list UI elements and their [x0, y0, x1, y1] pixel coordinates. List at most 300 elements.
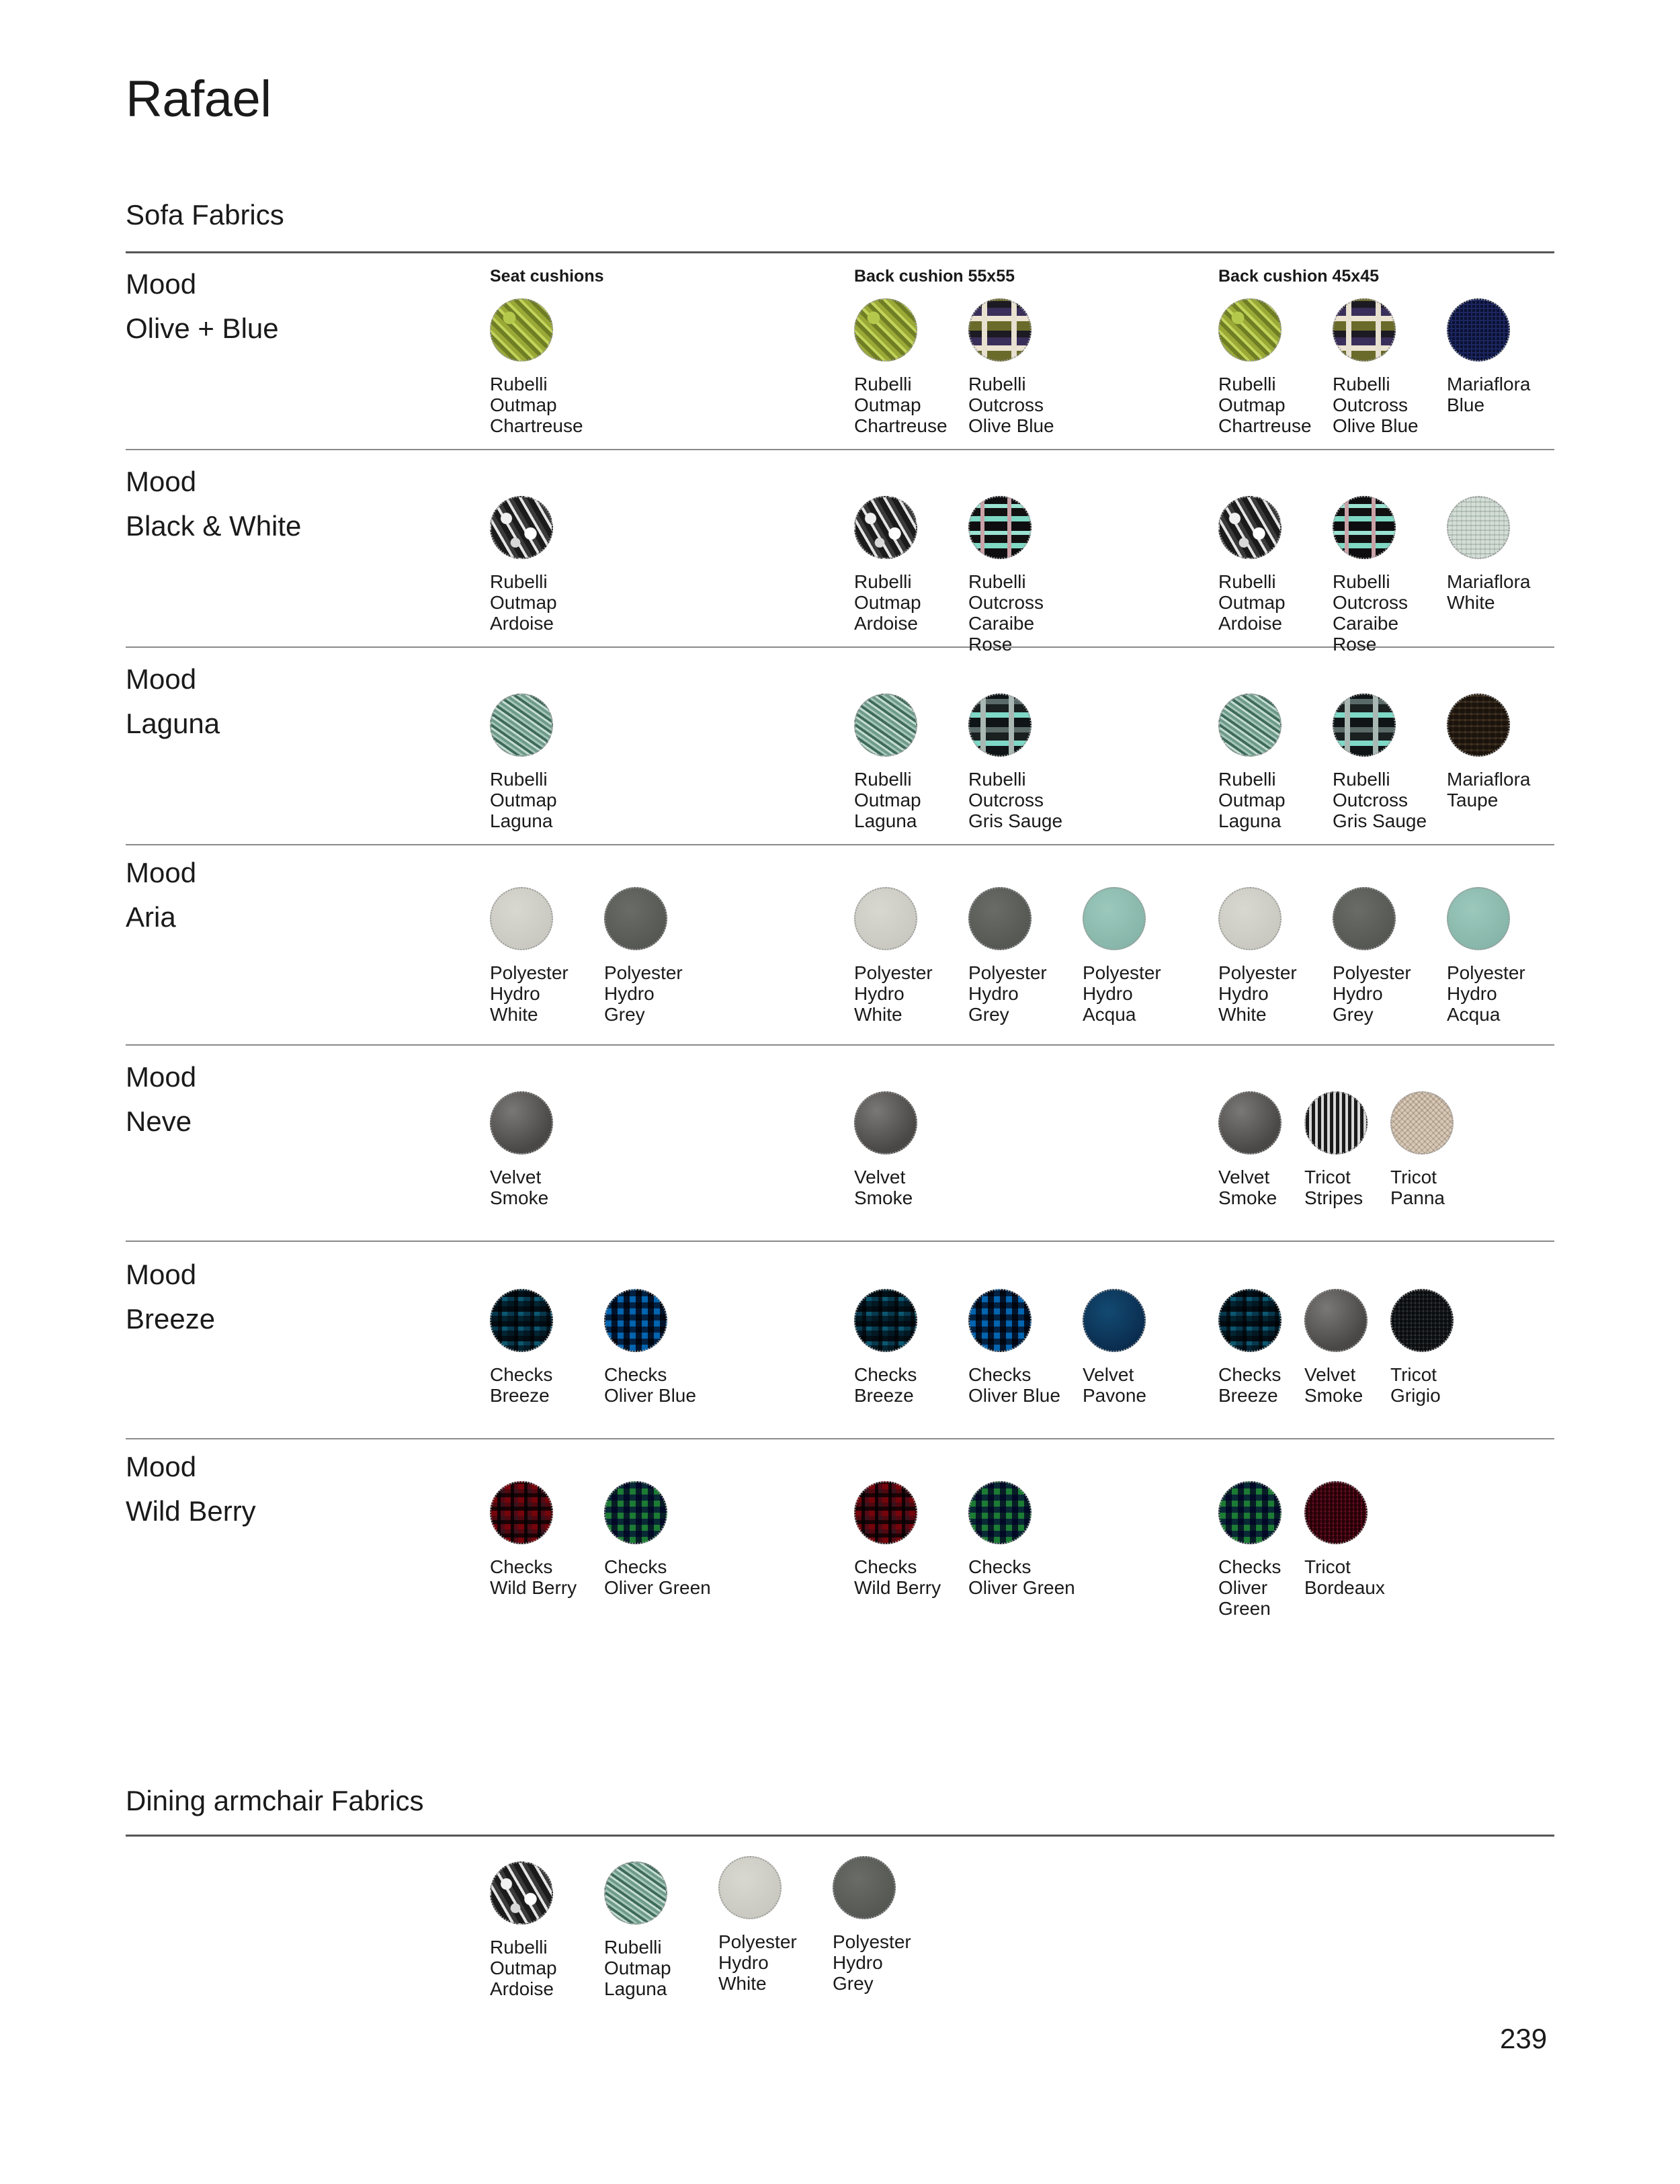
fabric-caption — [604, 962, 718, 1025]
fabric-swatch — [1218, 694, 1333, 831]
mood-label-name: Neve — [126, 1105, 192, 1137]
fabric-sample-velvetsmoke — [1218, 1091, 1282, 1154]
fabric-caption-line: Oliver Green — [604, 1577, 711, 1598]
fabric-swatch — [490, 694, 604, 831]
fabric-sample-wildberry — [854, 1481, 917, 1544]
fabric-caption-line: Grey — [833, 1973, 874, 1994]
fabric-caption-line: Green — [1218, 1598, 1271, 1619]
fabric-caption-line: Hydro — [1447, 983, 1497, 1004]
mood-label — [126, 851, 196, 939]
fabric-caption — [1447, 962, 1561, 1025]
page-number: 239 — [1500, 2023, 1548, 2054]
mood-label — [126, 1253, 215, 1341]
fabric-swatch — [1304, 1481, 1419, 1598]
mood-label-name: Aria — [126, 901, 176, 933]
fabric-sample-velvetsmoke — [490, 1091, 553, 1154]
fabric-caption — [490, 1937, 604, 1999]
fabric-swatch — [968, 887, 1083, 1025]
fabric-swatch — [1218, 298, 1333, 436]
fabric-caption-line: Rubelli — [854, 769, 912, 790]
fabric-caption — [490, 1556, 604, 1598]
fabric-caption — [854, 769, 968, 831]
fabric-caption-line: Velvet — [490, 1167, 542, 1187]
fabric-caption-line: Hydro — [968, 983, 1019, 1004]
mood-divider — [126, 449, 1554, 450]
fabric-caption-line: Smoke — [854, 1187, 913, 1208]
dining-fabrics-title: Dining armchair Fabrics — [126, 1785, 424, 1816]
fabric-sample-mariablue — [1447, 298, 1510, 362]
mood-label-name: Black & White — [126, 510, 302, 542]
fabric-caption-line: Chartreuse — [854, 415, 948, 436]
fabric-sample-laguna — [490, 694, 553, 757]
fabric-caption — [1083, 1364, 1197, 1406]
fabric-caption-line: Tricot — [1304, 1556, 1351, 1577]
fabric-swatch — [1083, 1289, 1197, 1406]
fabric-sample-tricotstripes — [1304, 1091, 1368, 1154]
fabric-caption-line: Rubelli — [490, 769, 548, 790]
fabric-sample-grissauge — [968, 694, 1032, 757]
fabric-caption-line: Outmap — [490, 790, 557, 810]
fabric-swatch — [1218, 887, 1333, 1025]
fabric-caption — [1447, 374, 1561, 415]
fabric-caption-line: Polyester — [1333, 962, 1411, 983]
fabric-caption — [604, 1364, 718, 1406]
fabric-swatch — [604, 1481, 718, 1598]
fabric-swatch — [968, 298, 1083, 436]
fabric-sample-olivergreen — [968, 1481, 1032, 1544]
fabric-caption-line: Checks — [854, 1556, 917, 1577]
fabric-caption-line: Mariaflora — [1447, 571, 1531, 592]
fabric-swatch — [490, 1289, 604, 1406]
fabric-sample-hydrowhite — [490, 887, 553, 950]
fabric-caption — [1304, 1556, 1419, 1598]
fabric-caption-line: Grigio — [1390, 1385, 1441, 1406]
fabric-swatch — [490, 298, 604, 436]
fabric-caption-line: White — [718, 1973, 767, 1994]
fabric-caption — [968, 962, 1083, 1025]
fabric-sample-hydrogrey — [968, 887, 1032, 950]
fabric-sample-grissauge — [1333, 694, 1396, 757]
fabric-caption-line: Outcross — [1333, 592, 1409, 613]
fabric-caption-line: Outmap — [854, 592, 921, 613]
fabric-sample-pavone — [1083, 1289, 1146, 1352]
fabric-sample-ardoise — [854, 496, 917, 559]
fabric-caption-line: Rubelli — [1218, 374, 1276, 394]
fabric-sample-mariawhite — [1447, 496, 1510, 559]
mood-divider — [126, 1438, 1554, 1439]
fabric-caption-line: Rose — [968, 634, 1013, 655]
fabric-caption-line: Checks — [604, 1364, 667, 1385]
fabric-caption-line: Checks — [968, 1364, 1032, 1385]
fabric-caption — [490, 1364, 604, 1406]
fabric-caption-line: Rubelli — [1218, 769, 1276, 790]
fabric-swatch — [1333, 298, 1447, 436]
fabric-sample-velvetsmoke — [854, 1091, 917, 1154]
fabric-sample-hydrowhite — [1218, 887, 1282, 950]
fabric-sample-laguna — [854, 694, 917, 757]
fabric-caption-line: Rubelli — [968, 374, 1026, 394]
fabric-caption — [1390, 1167, 1505, 1208]
fabric-caption — [1218, 374, 1333, 436]
fabric-caption-line: Outcross — [1333, 790, 1409, 810]
fabric-sample-chartreuse — [1218, 298, 1282, 362]
fabric-caption-line: Ardoise — [854, 613, 918, 634]
fabric-caption-line: Caraibe — [968, 613, 1035, 634]
fabric-sample-tricotgrigio — [1390, 1289, 1454, 1352]
column-header-back-cushion-55: Back cushion 55x55 — [854, 267, 1015, 286]
fabric-caption — [854, 571, 968, 634]
fabric-swatch — [968, 694, 1083, 831]
fabric-caption-line: Rubelli — [490, 374, 548, 394]
fabric-caption-line: Bordeaux — [1304, 1577, 1385, 1598]
fabric-caption — [968, 374, 1083, 436]
fabric-caption — [490, 374, 604, 436]
mood-label-name: Wild Berry — [126, 1495, 256, 1527]
fabric-caption-line: Acqua — [1447, 1004, 1501, 1025]
fabric-caption — [968, 1364, 1083, 1406]
fabric-sample-hydrowhite — [718, 1856, 782, 1919]
fabric-caption-line: Breeze — [854, 1385, 914, 1406]
fabric-caption-line: Checks — [1218, 1556, 1282, 1577]
fabric-caption-line: Breeze — [1218, 1385, 1278, 1406]
fabric-swatch — [490, 1091, 604, 1208]
dining-fabric-swatch — [604, 1861, 718, 1999]
fabric-caption-line: Hydro — [1083, 983, 1133, 1004]
dining-fabric-swatch — [490, 1861, 604, 1999]
fabric-caption-line: Polyester — [1447, 962, 1525, 983]
fabric-sample-wildberry — [490, 1481, 553, 1544]
mood-label-name: Olive + Blue — [126, 312, 279, 344]
fabric-caption — [1218, 571, 1333, 634]
mood-divider — [126, 844, 1554, 845]
fabric-swatch — [854, 1289, 968, 1406]
fabric-caption-line: Outmap — [604, 1958, 671, 1978]
fabric-caption-line: Acqua — [1083, 1004, 1136, 1025]
fabric-caption-line: Velvet — [1083, 1364, 1134, 1385]
fabric-caption-line: Outcross — [968, 592, 1044, 613]
fabric-caption-line: Hydro — [604, 983, 655, 1004]
fabric-caption-line: Outmap — [1218, 592, 1286, 613]
fabric-caption — [968, 769, 1083, 831]
fabric-swatch — [1390, 1289, 1505, 1406]
fabric-caption-line: Polyester — [1083, 962, 1161, 983]
fabric-swatch — [968, 496, 1083, 655]
fabric-swatch — [1447, 496, 1561, 613]
fabric-caption-line: Hydro — [833, 1952, 883, 1973]
fabric-caption-line: Checks — [490, 1364, 553, 1385]
fabric-sample-ardoise — [1218, 496, 1282, 559]
fabric-swatch — [1083, 887, 1197, 1025]
mood-label — [126, 1055, 196, 1144]
fabric-caption-line: Smoke — [1304, 1385, 1363, 1406]
fabric-caption-line: Polyester — [718, 1931, 797, 1952]
fabric-caption-line: Mariaflora — [1447, 374, 1531, 394]
fabric-caption-line: Wild Berry — [490, 1577, 577, 1598]
fabric-sample-oliverblue — [968, 1289, 1032, 1352]
fabric-sample-hydroacqua — [1083, 887, 1146, 950]
fabric-caption-line: Rubelli — [1218, 571, 1276, 592]
mood-label-name: Breeze — [126, 1303, 216, 1335]
fabric-caption-line: Panna — [1390, 1187, 1445, 1208]
fabric-caption-line: Olive Blue — [1333, 415, 1419, 436]
dining-fabric-swatch — [718, 1856, 833, 1994]
fabric-caption-line: Smoke — [1218, 1187, 1277, 1208]
fabric-caption-line: Laguna — [490, 810, 553, 831]
fabric-caption — [1333, 374, 1447, 436]
fabric-caption-line: Outmap — [490, 1958, 557, 1978]
fabric-swatch — [1333, 496, 1447, 655]
fabric-caption-line: Oliver Green — [968, 1577, 1075, 1598]
fabric-caption-line: Outmap — [1218, 790, 1286, 810]
fabric-caption-line: White — [854, 1004, 902, 1025]
fabric-caption-line: Rubelli — [968, 769, 1026, 790]
fabric-sample-oliveblue — [968, 298, 1032, 362]
fabric-caption — [854, 962, 968, 1025]
fabric-swatch — [1447, 694, 1561, 810]
fabric-caption — [604, 1556, 718, 1598]
fabric-swatch — [490, 496, 604, 634]
fabric-caption — [854, 1364, 968, 1406]
fabric-caption-line: Rubelli — [490, 1937, 548, 1958]
page-title: Rafael — [126, 71, 271, 128]
fabric-caption-line: Laguna — [604, 1978, 667, 1999]
fabric-caption-line: Mariaflora — [1447, 769, 1531, 790]
fabric-caption-line: Ardoise — [490, 1978, 554, 1999]
mood-label — [126, 1445, 256, 1534]
fabric-sample-ardoise — [490, 1861, 553, 1925]
mood-divider — [126, 1241, 1554, 1242]
mood-label-prefix: Mood — [126, 268, 197, 300]
fabric-swatch — [854, 1481, 968, 1598]
fabric-caption-line: Taupe — [1447, 790, 1499, 810]
fabric-caption-line: Outcross — [968, 790, 1044, 810]
fabric-caption-line: Rubelli — [1333, 374, 1390, 394]
fabric-caption-line: Stripes — [1304, 1187, 1363, 1208]
mood-label-prefix: Mood — [126, 1451, 197, 1482]
fabric-caption-line: Rubelli — [854, 374, 912, 394]
fabric-caption-line: Pavone — [1083, 1385, 1146, 1406]
fabric-caption-line: Outcross — [1333, 394, 1409, 415]
fabric-caption-line: Rubelli — [854, 571, 912, 592]
fabric-caption-line: Rubelli — [968, 571, 1026, 592]
sofa-fabrics-title: Sofa Fabrics — [126, 199, 284, 230]
fabric-caption-line: Oliver — [1218, 1577, 1268, 1598]
fabric-caption-line: Rubelli — [490, 571, 548, 592]
fabric-swatch — [968, 1481, 1083, 1598]
fabric-caption — [1333, 962, 1447, 1025]
fabric-caption-line: Blue — [1447, 394, 1485, 415]
fabric-caption-line: Hydro — [718, 1952, 769, 1973]
fabric-caption-line: Gris Sauge — [1333, 810, 1427, 831]
fabric-caption-line: Checks — [604, 1556, 667, 1577]
fabric-caption-line: Laguna — [1218, 810, 1282, 831]
fabric-caption-line: Tricot — [1304, 1167, 1351, 1187]
fabric-sample-laguna — [604, 1861, 667, 1925]
fabric-caption-line: Gris Sauge — [968, 810, 1063, 831]
fabric-sample-hydrogrey — [604, 887, 667, 950]
fabric-caption-line: Outmap — [490, 592, 557, 613]
fabric-caption-line: Rubelli — [1333, 769, 1390, 790]
fabric-caption-line: Oliver Blue — [604, 1385, 696, 1406]
sofa-fabrics-rule — [126, 251, 1554, 253]
fabric-swatch — [1390, 1091, 1505, 1208]
fabric-swatch — [854, 298, 968, 436]
dining-fabric-swatch — [833, 1856, 947, 1994]
fabric-caption — [968, 571, 1083, 655]
fabric-sample-oliverblue — [604, 1289, 667, 1352]
fabric-caption-line: Grey — [604, 1004, 645, 1025]
fabric-caption-line: Checks — [490, 1556, 553, 1577]
fabric-caption-line: Polyester — [490, 962, 569, 983]
fabric-sample-bordeaux — [1304, 1481, 1368, 1544]
fabric-caption-line: Outcross — [968, 394, 1044, 415]
fabric-swatch — [1333, 887, 1447, 1025]
fabric-caption-line: Olive Blue — [968, 415, 1054, 436]
fabric-swatch — [1447, 298, 1561, 415]
fabric-caption-line: Checks — [1218, 1364, 1282, 1385]
fabric-swatch — [854, 887, 968, 1025]
fabric-caption-line: Checks — [854, 1364, 917, 1385]
fabric-caption-line: Tricot — [1390, 1167, 1437, 1187]
fabric-caption — [490, 769, 604, 831]
fabric-sample-hydrogrey — [833, 1856, 896, 1919]
fabric-swatch — [604, 887, 718, 1025]
fabric-caption-line: Caraibe — [1333, 613, 1399, 634]
fabric-caption-line: Ardoise — [490, 613, 554, 634]
mood-label-prefix: Mood — [126, 466, 197, 497]
fabric-sample-chartreuse — [854, 298, 917, 362]
fabric-caption-line: Rubelli — [1333, 571, 1390, 592]
fabric-caption-line: Tricot — [1390, 1364, 1437, 1385]
fabric-caption-line: Smoke — [490, 1187, 549, 1208]
mood-label — [126, 657, 220, 746]
fabric-caption-line: Rubelli — [604, 1937, 662, 1958]
fabric-sample-oliveblue — [1333, 298, 1396, 362]
fabric-swatch — [1333, 694, 1447, 831]
fabric-caption-line: Grey — [968, 1004, 1009, 1025]
fabric-caption — [604, 1937, 718, 1999]
fabric-sample-hydrogrey — [1333, 887, 1396, 950]
fabric-caption — [854, 1556, 968, 1598]
fabric-sample-laguna — [1218, 694, 1282, 757]
fabric-caption-line: Oliver Blue — [968, 1385, 1060, 1406]
fabric-caption-line: Hydro — [854, 983, 905, 1004]
fabric-sample-breeze — [1218, 1289, 1282, 1352]
fabric-caption — [490, 1167, 604, 1208]
fabric-caption-line: White — [1447, 592, 1495, 613]
fabric-caption — [1390, 1364, 1505, 1406]
fabric-swatch — [1447, 887, 1561, 1025]
fabric-caption-line: Rose — [1333, 634, 1377, 655]
fabric-caption-line: White — [490, 1004, 538, 1025]
fabric-sample-breeze — [854, 1289, 917, 1352]
fabric-caption — [490, 962, 604, 1025]
fabric-caption-line: Breeze — [490, 1385, 550, 1406]
fabric-swatch — [968, 1289, 1083, 1406]
fabric-swatch — [854, 496, 968, 634]
mood-label-prefix: Mood — [126, 663, 197, 695]
mood-label-prefix: Mood — [126, 1061, 197, 1093]
mood-divider — [126, 1044, 1554, 1046]
fabric-caption-line: Outmap — [490, 394, 557, 415]
mood-label-name: Laguna — [126, 708, 220, 739]
fabric-caption-line: Chartreuse — [490, 415, 583, 436]
fabric-sample-caraibe — [968, 496, 1032, 559]
column-header-back-cushion-45: Back cushion 45x45 — [1218, 267, 1380, 286]
fabric-caption-line: Hydro — [1333, 983, 1383, 1004]
fabric-caption — [1333, 769, 1447, 831]
fabric-sample-velvetsmoke — [1304, 1289, 1368, 1352]
fabric-caption-line: Checks — [968, 1556, 1032, 1577]
mood-label — [126, 460, 301, 548]
fabric-caption — [1218, 962, 1333, 1025]
fabric-caption-line: Polyester — [968, 962, 1047, 983]
fabric-sample-hydroacqua — [1447, 887, 1510, 950]
fabric-caption-line: Outmap — [1218, 394, 1286, 415]
fabric-caption — [854, 1167, 968, 1208]
fabric-caption-line: White — [1218, 1004, 1267, 1025]
fabric-caption-line: Polyester — [604, 962, 683, 983]
fabric-caption-line: Hydro — [1218, 983, 1269, 1004]
fabric-swatch — [490, 1481, 604, 1598]
fabric-caption-line: Laguna — [854, 810, 917, 831]
fabric-caption-line: Velvet — [854, 1167, 906, 1187]
fabric-caption-line: Velvet — [1218, 1167, 1270, 1187]
fabric-caption-line: Hydro — [490, 983, 540, 1004]
fabric-sample-olivergreen — [1218, 1481, 1282, 1544]
mood-label-prefix: Mood — [126, 1259, 197, 1290]
fabric-swatch — [490, 887, 604, 1025]
fabric-caption-line: Polyester — [1218, 962, 1297, 983]
fabric-caption — [1333, 571, 1447, 655]
fabric-caption — [1218, 769, 1333, 831]
column-header-seat-cushions: Seat cushions — [490, 267, 604, 286]
fabric-swatch — [854, 694, 968, 831]
fabric-caption-line: Velvet — [1304, 1364, 1356, 1385]
fabric-sample-hydrowhite — [854, 887, 917, 950]
fabric-sample-mariataupe — [1447, 694, 1510, 757]
fabric-sample-olivergreen — [604, 1481, 667, 1544]
fabric-sample-chartreuse — [490, 298, 553, 362]
fabric-caption-line: Polyester — [854, 962, 933, 983]
fabric-caption-line: Chartreuse — [1218, 415, 1312, 436]
fabric-sample-ardoise — [490, 496, 553, 559]
fabric-caption — [833, 1931, 947, 1994]
fabric-caption-line: Outmap — [854, 394, 921, 415]
fabric-caption-line: Wild Berry — [854, 1577, 941, 1598]
fabric-caption — [968, 1556, 1083, 1598]
fabric-caption-line: Grey — [1333, 1004, 1374, 1025]
fabric-sample-tricotpanna — [1390, 1091, 1454, 1154]
fabric-caption — [1447, 769, 1561, 810]
mood-label-prefix: Mood — [126, 857, 197, 888]
mood-label — [126, 262, 279, 351]
fabric-caption — [854, 374, 968, 436]
fabric-caption-line: Outmap — [854, 790, 921, 810]
fabric-caption — [1447, 571, 1561, 613]
fabric-sample-breeze — [490, 1289, 553, 1352]
fabric-sample-caraibe — [1333, 496, 1396, 559]
fabric-caption — [490, 571, 604, 634]
fabric-swatch — [854, 1091, 968, 1208]
fabric-caption-line: Polyester — [833, 1931, 911, 1952]
fabric-caption-line: Ardoise — [1218, 613, 1282, 634]
fabric-caption — [718, 1931, 833, 1994]
dining-fabrics-rule — [126, 1835, 1554, 1837]
fabric-swatch — [604, 1289, 718, 1406]
fabric-caption — [1083, 962, 1197, 1025]
fabric-swatch — [1218, 496, 1333, 634]
